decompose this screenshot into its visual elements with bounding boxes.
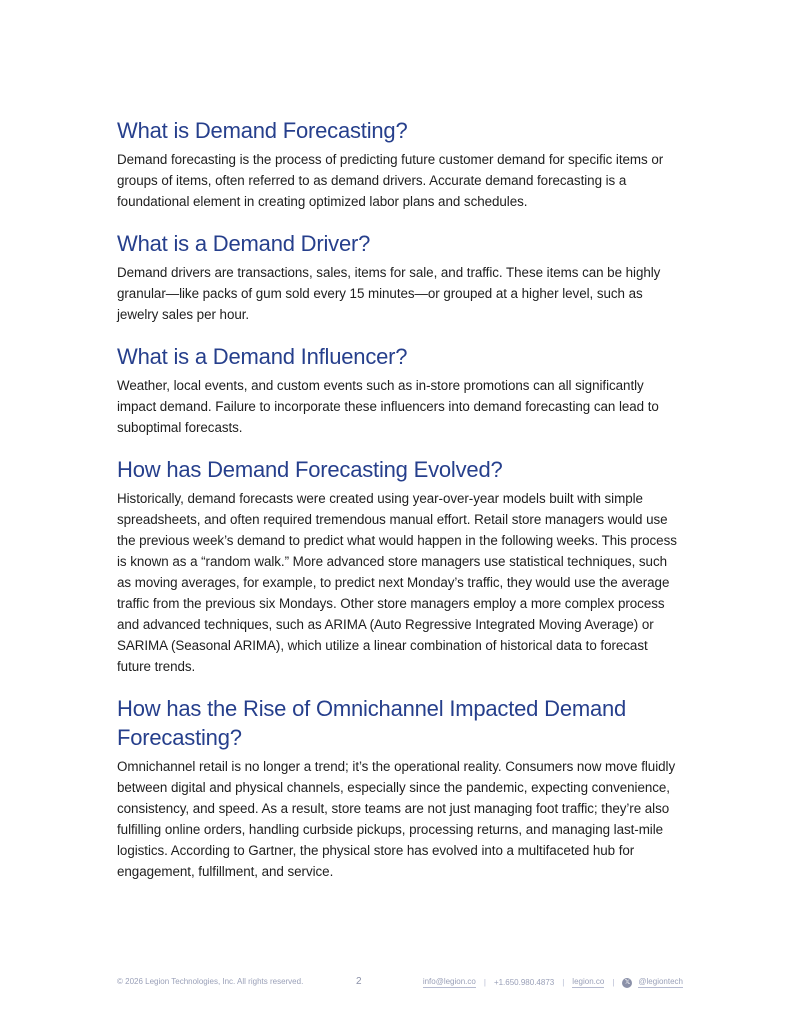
footer-contact [423,977,683,988]
section-body: Demand forecasting is the process of predicting future customer demand for specific items or groups of items, often referred to as demand drivers. Accurate demand forecasting is a foundational element in creating optimized labor plans and schedules. [117,152,664,209]
footer-separator: | [483,978,486,987]
section-demand-forecasting [117,116,682,212]
section-omnichannel [117,694,682,882]
section-body: Demand drivers are transactions, sales, items for sale, and traffic. These items can be highly granular—like packs of gum sold every 15 minutes—or grouped at a higher level, such as jewelry sales per hour. [117,265,661,322]
section-heading: How has the Rise of Omnichannel Impacted Demand Forecasting? [117,696,627,750]
email-link[interactable]: info@legion.co [422,977,476,986]
section-body: Historically, demand forecasts were created using year-over-year models built with simple spreadsheets, and often required tremendous manual effort. Retail store managers would use the previous week’s demand to predict what would happen in the following weeks. This process is known as a “random walk.” More advanced store managers use statistical techniques, such as moving averages, for example, to predict next Monday’s traffic, they would use the average traffic from the previous six Mondays. Other store managers employ a more complex process and advanced techniques, such as ARIMA (Auto Regressive Integrated Moving Average) or SARIMA (Seasonal ARIMA), which utilize a linear combination of historical data to forecast future trends. [117,491,677,674]
footer-separator: | [562,978,565,987]
copyright-text: © 2026 Legion Technologies, Inc. All rights reserved. [117,977,304,986]
footer-separator: | [612,978,615,987]
page-footer [117,975,683,991]
section-heading: What is Demand Forecasting? [117,118,408,143]
website-link[interactable]: legion.co [572,977,605,986]
section-demand-driver [117,229,682,325]
section-demand-influencer [117,342,682,438]
section-heading: What is a Demand Influencer? [117,344,408,369]
social-handle-link[interactable]: @legiontech [638,977,683,986]
section-forecasting-evolved [117,455,682,677]
page-number: 2 [356,976,362,987]
section-heading: How has Demand Forecasting Evolved? [117,457,503,482]
x-icon[interactable]: 𝕏 [622,978,632,988]
section-body: Omnichannel retail is no longer a trend; it’s the operational reality. Consumers now move fluidly between digital and physical channels, especially since the pandemic, expecting convenience, consistency, and speed. As a result, store teams are not just managing foot traffic; they’re also fulfilling online orders, handling curbside pickups, processing returns, and managing last-mile logistics. According to Gartner, the physical store has evolved into a multifaceted hub for engagement, fulfillment, and service. [117,759,676,879]
phone-number: +1.650.980.4873 [493,978,555,987]
section-body: Weather, local events, and custom events such as in-store promotions can all significantly impact demand. Failure to incorporate these influencers into demand forecasting can lead to suboptimal forecasts. [117,378,659,435]
article-content [117,116,682,882]
section-heading: What is a Demand Driver? [117,231,371,256]
